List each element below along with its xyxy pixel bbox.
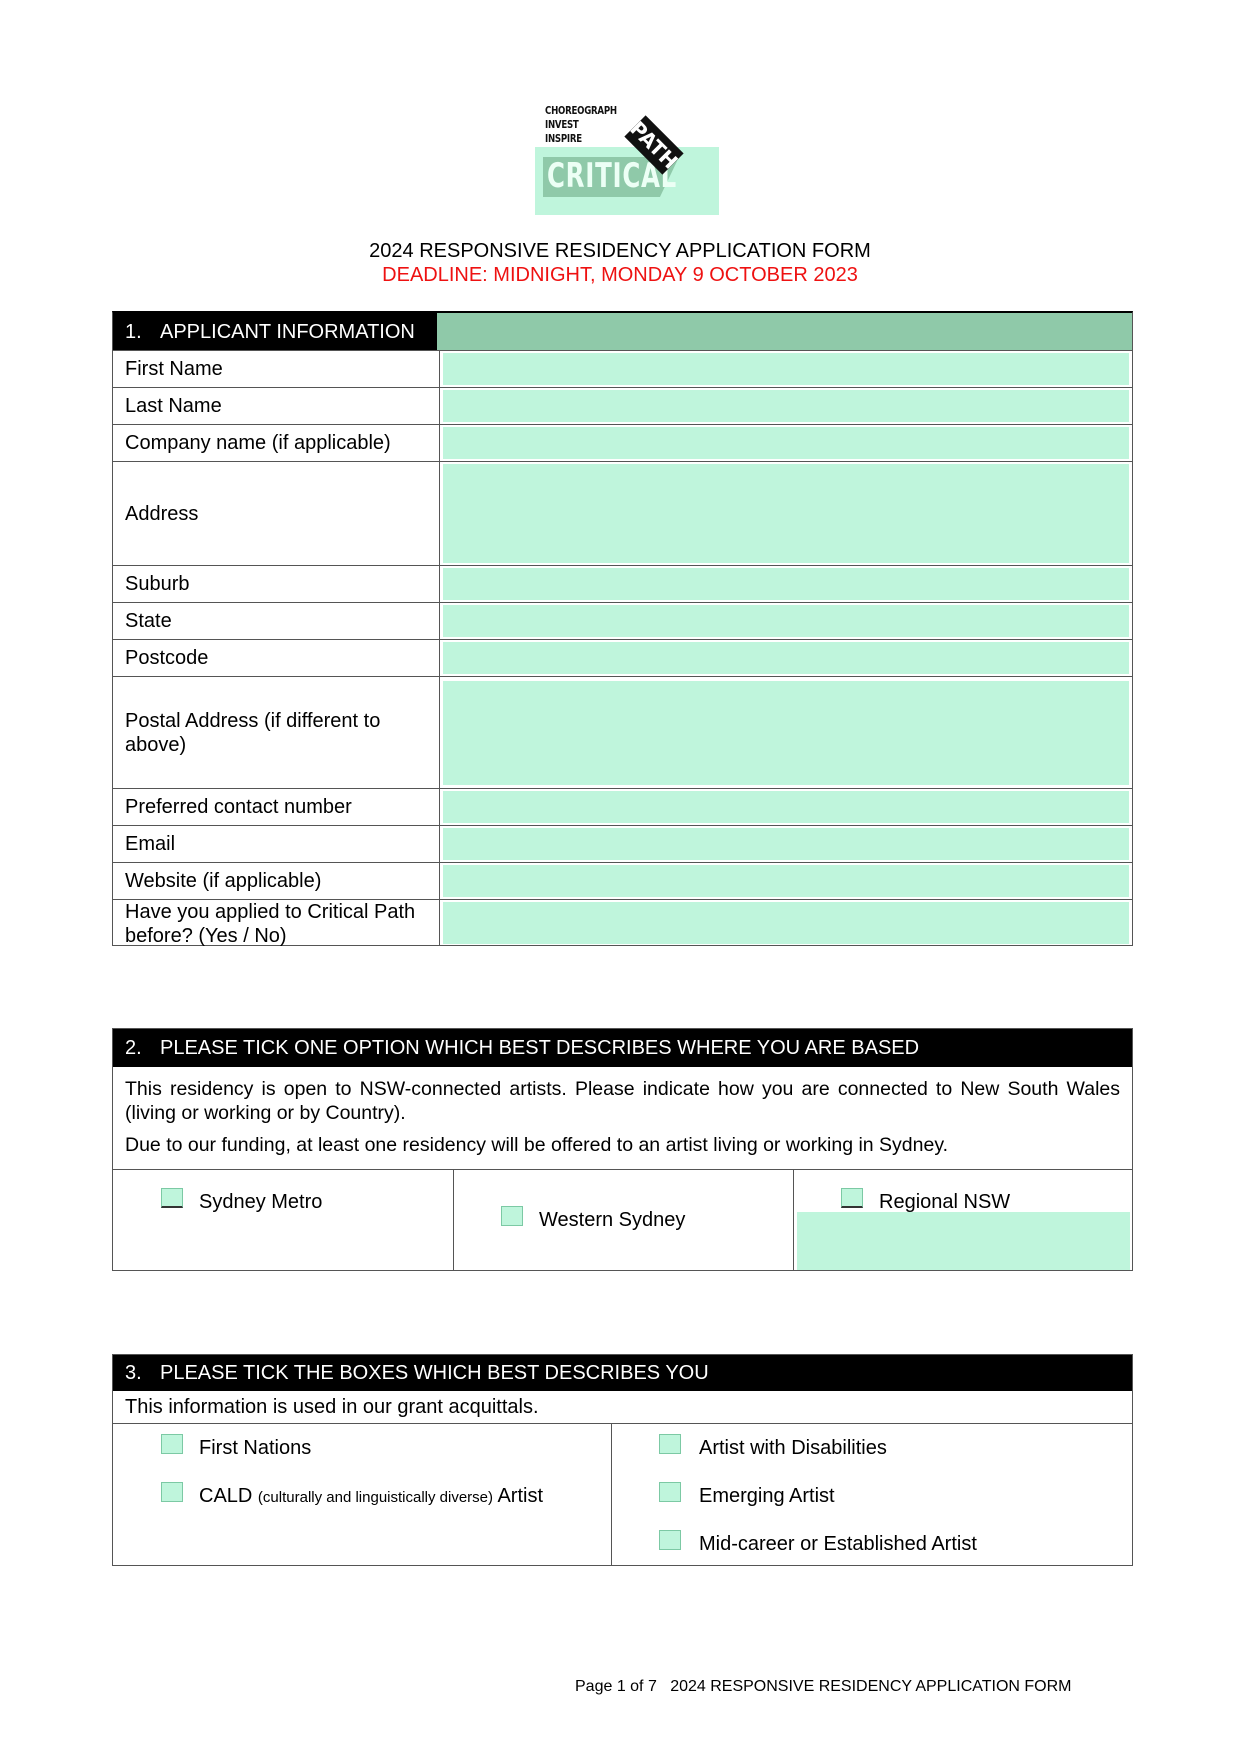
option-label: Emerging Artist — [699, 1485, 835, 1507]
section3-intro: This information is used in our grant acquittals. — [125, 1396, 539, 1418]
section2-paragraph: This residency is open to NSW-connected artists. Please indicate how you are connected to New South Wales (living or working or by Country). — [125, 1078, 1120, 1124]
field-label: Postcode — [125, 647, 209, 669]
column-divider — [611, 1424, 612, 1565]
option-label: First Nations — [199, 1437, 312, 1459]
field-row-state — [113, 602, 1132, 639]
logo-badge-text: PATH — [625, 116, 683, 174]
field-label: First Name — [125, 358, 223, 380]
postal-address-input[interactable] — [443, 681, 1129, 785]
sydney-metro-checkbox[interactable] — [161, 1188, 183, 1208]
western-sydney-checkbox[interactable] — [501, 1206, 523, 1226]
field-row-postcode — [113, 639, 1132, 676]
emerging-artist-checkbox[interactable] — [659, 1482, 681, 1502]
field-label: Address — [125, 503, 199, 525]
field-label: Website (if applicable) — [125, 870, 322, 892]
email-input[interactable] — [443, 828, 1129, 860]
field-label: Company name (if applicable) — [125, 432, 391, 454]
contact-number-input[interactable] — [443, 791, 1129, 823]
regional-nsw-checkbox[interactable] — [841, 1188, 863, 1208]
form-title: 2024 RESPONSIVE RESIDENCY APPLICATION FORM — [369, 240, 871, 262]
demographic-options-row — [113, 1423, 1132, 1565]
column-divider — [793, 1170, 794, 1270]
location-options-row — [113, 1169, 1132, 1270]
applicant-information-table — [112, 311, 1133, 946]
location-table — [112, 1028, 1133, 1271]
footer-title: 2024 RESPONSIVE RESIDENCY APPLICATION FORM — [670, 1678, 1072, 1695]
disabilities-checkbox[interactable] — [659, 1434, 681, 1454]
postcode-input[interactable] — [443, 642, 1129, 674]
section2-number: 2. — [125, 1037, 142, 1059]
first-name-input[interactable] — [443, 353, 1129, 385]
option-label: Mid-career or Established Artist — [699, 1533, 977, 1555]
option-label: Sydney Metro — [199, 1191, 323, 1213]
field-row-email — [113, 825, 1132, 862]
field-label: Last Name — [125, 395, 222, 417]
section1-number: 1. — [125, 321, 142, 343]
critical-path-logo — [535, 100, 719, 215]
section1-title: APPLICANT INFORMATION — [160, 321, 415, 343]
first-nations-checkbox[interactable] — [161, 1434, 183, 1454]
field-label: Suburb — [125, 573, 190, 595]
cald-note: (culturally and linguistically diverse) — [257, 1489, 494, 1506]
option-label: CALD — [199, 1485, 253, 1507]
address-input[interactable] — [443, 464, 1129, 563]
applied-before-input[interactable] — [443, 902, 1129, 944]
field-row-suburb — [113, 565, 1132, 602]
field-row-last-name — [113, 387, 1132, 424]
cald-checkbox[interactable] — [161, 1482, 183, 1502]
section3-title: PLEASE TICK THE BOXES WHICH BEST DESCRIBES YOU — [160, 1362, 709, 1384]
section2-header — [113, 1029, 1132, 1067]
last-name-input[interactable] — [443, 390, 1129, 422]
field-row-company — [113, 424, 1132, 461]
logo-word: CRITICAL — [547, 156, 678, 196]
section3-header — [113, 1355, 1132, 1391]
field-row-applied-before — [113, 899, 1132, 946]
field-row-address — [113, 461, 1132, 565]
option-label: Western Sydney — [539, 1209, 686, 1231]
cald-option — [199, 1484, 543, 1510]
established-artist-checkbox[interactable] — [659, 1530, 681, 1550]
option-label: Artist — [497, 1485, 544, 1507]
field-label: State — [125, 610, 172, 632]
option-label: Regional NSW — [879, 1191, 1011, 1213]
regional-nsw-fill[interactable] — [797, 1212, 1130, 1270]
field-row-website — [113, 862, 1132, 899]
section1-header — [113, 313, 437, 351]
field-row-postal-address — [113, 676, 1132, 788]
field-row-contact-number — [113, 788, 1132, 825]
option-label: Artist with Disabilities — [699, 1437, 887, 1459]
field-label: Have you applied to Critical Path before? (Yes / No) — [125, 901, 416, 947]
column-divider — [453, 1170, 454, 1270]
logo-tagline — [545, 104, 617, 146]
field-label: Email — [125, 833, 176, 855]
suburb-input[interactable] — [443, 568, 1129, 600]
field-label: Preferred contact number — [125, 796, 352, 818]
field-row-first-name — [113, 350, 1132, 387]
company-name-input[interactable] — [443, 427, 1129, 459]
state-input[interactable] — [443, 605, 1129, 637]
demographics-table — [112, 1354, 1133, 1566]
page-footer — [575, 1678, 1072, 1696]
field-label: Postal Address (if different to above) — [125, 710, 381, 756]
logo-tagline-line: INVEST — [545, 119, 579, 131]
deadline-text: DEADLINE: MIDNIGHT, MONDAY 9 OCTOBER 2023 — [382, 264, 858, 286]
website-input[interactable] — [443, 865, 1129, 897]
section3-number: 3. — [125, 1362, 142, 1384]
section2-paragraph: Due to our funding, at least one residency will be offered to an artist living or working in Sydney. — [125, 1134, 949, 1156]
section2-title: PLEASE TICK ONE OPTION WHICH BEST DESCRIBES WHERE YOU ARE BASED — [160, 1037, 920, 1059]
page-number: Page 1 of 7 — [575, 1678, 657, 1695]
logo-tagline-line: CHOREOGRAPH — [545, 105, 617, 117]
section1-header-fill — [437, 313, 1132, 350]
logo-tagline-line: INSPIRE — [545, 133, 582, 145]
